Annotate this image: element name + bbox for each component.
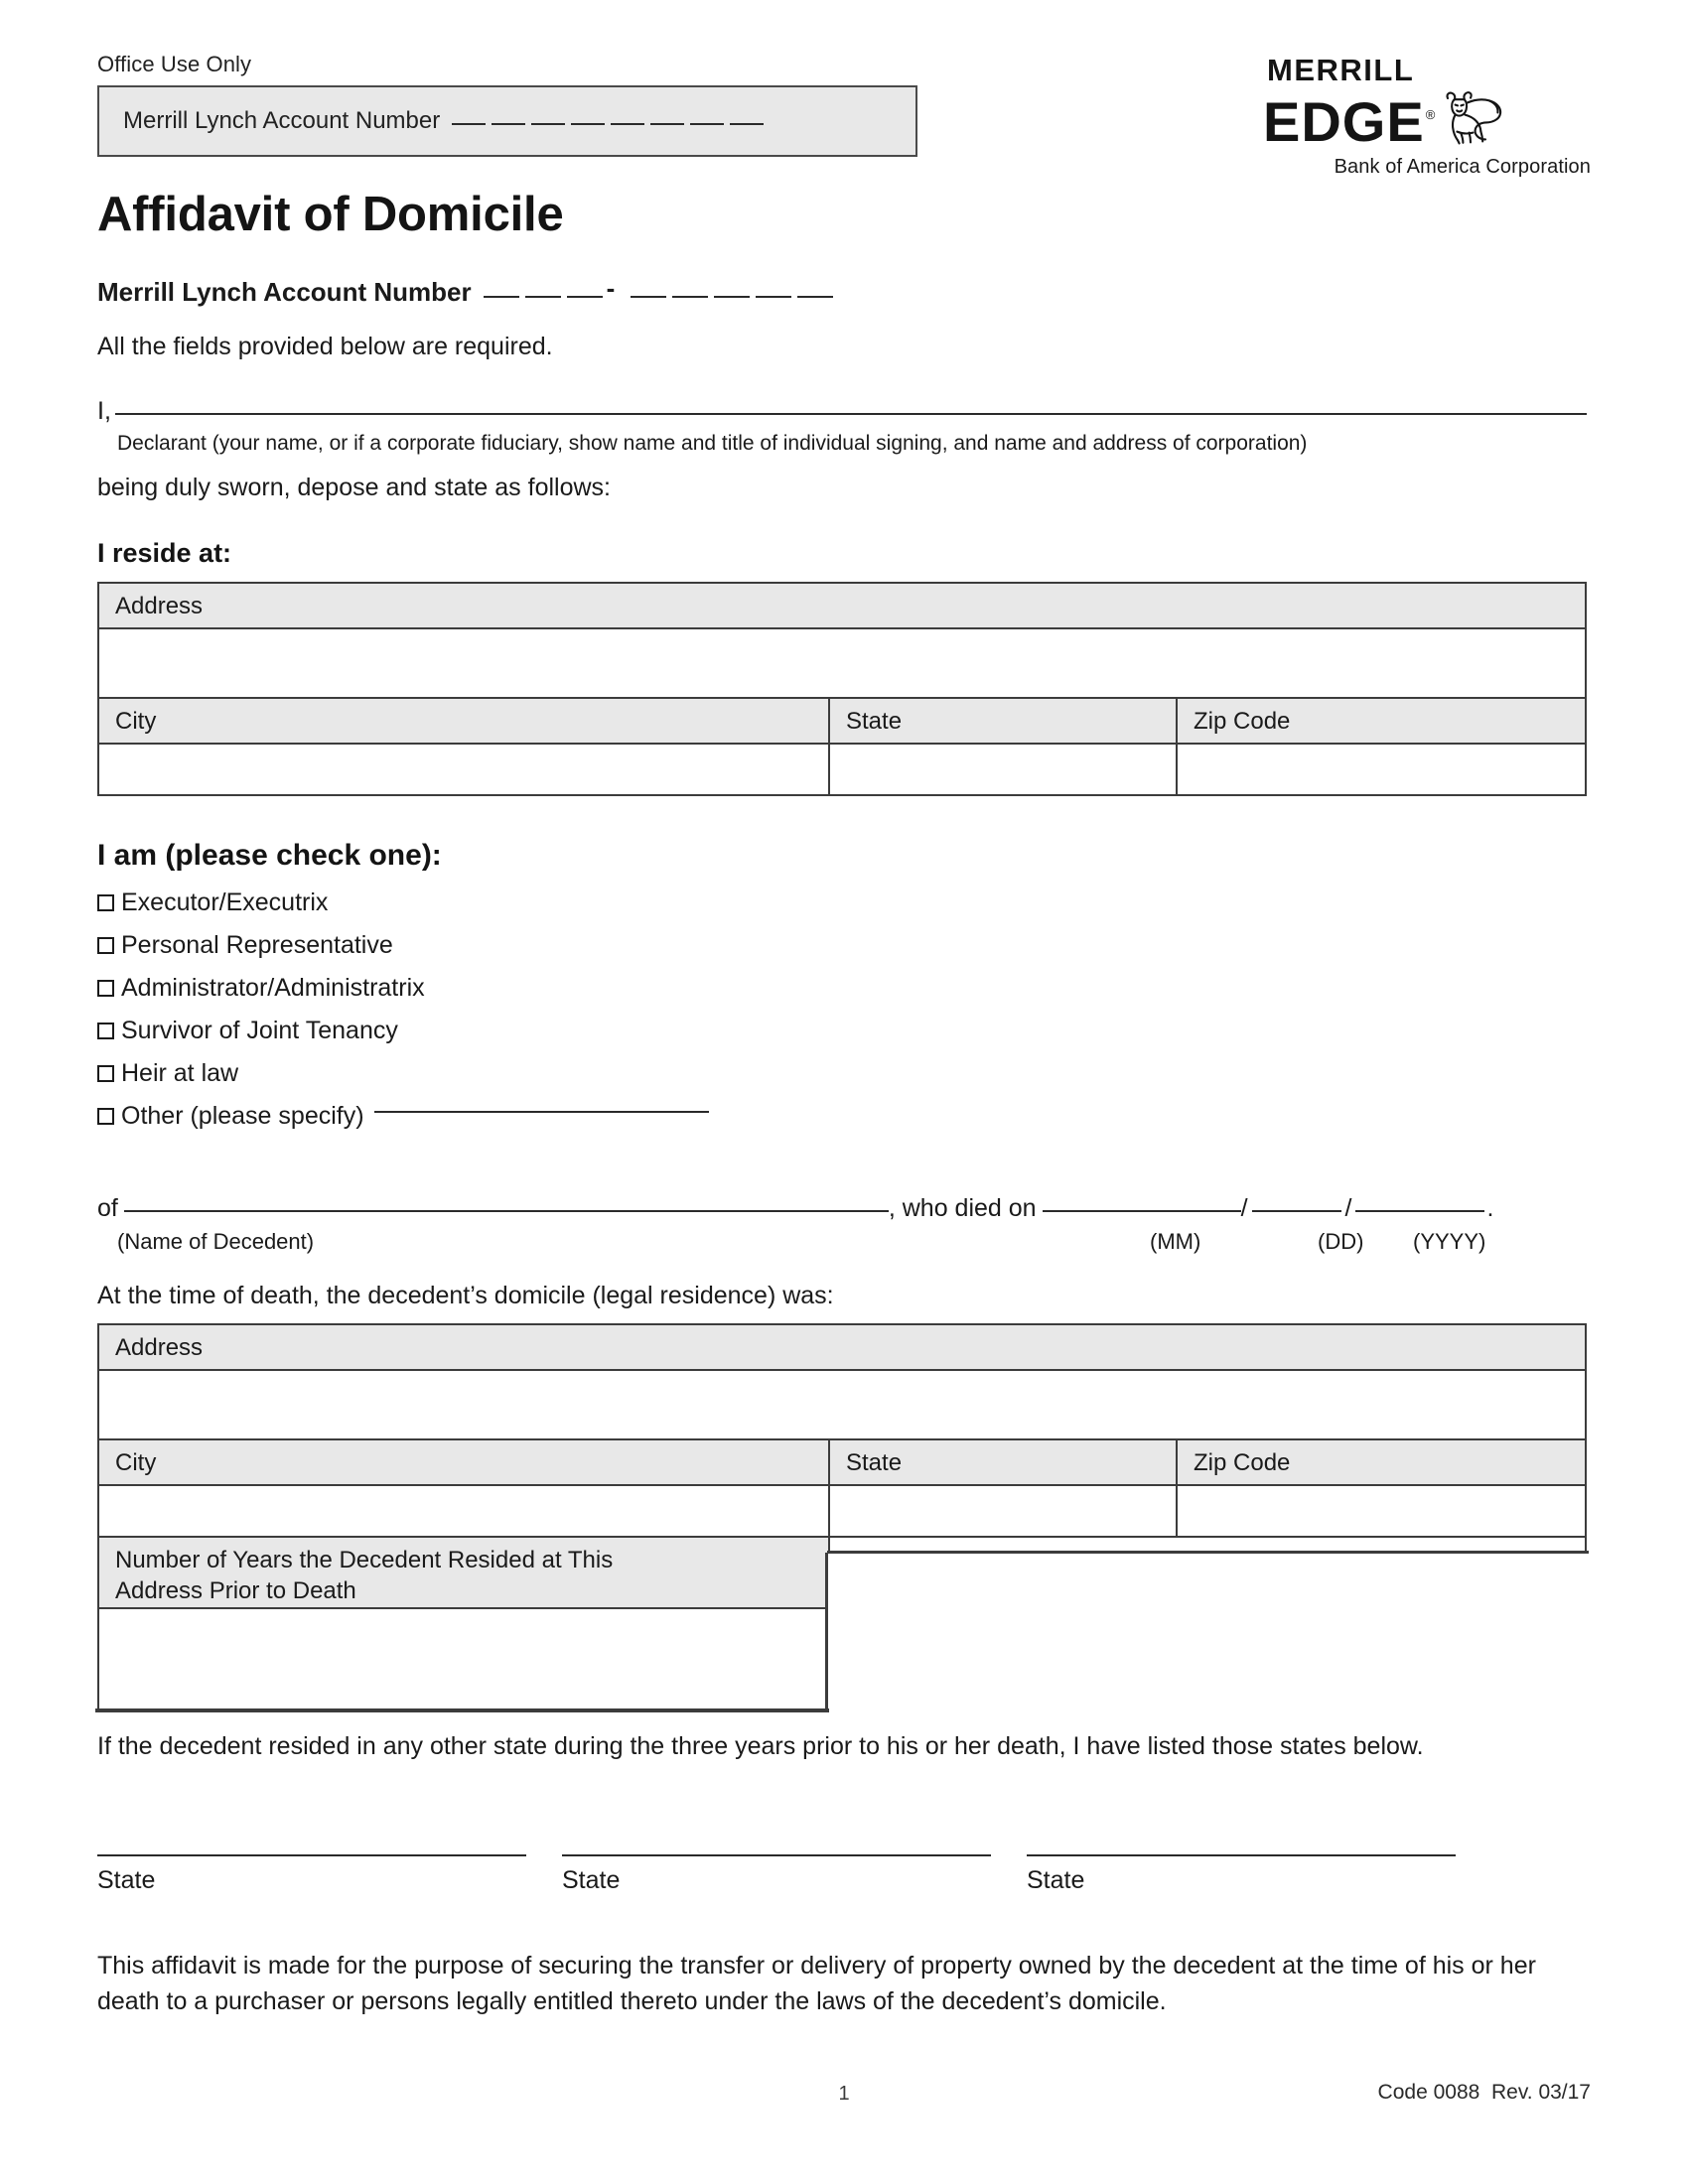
checkbox-option-heir-at-law[interactable]: [97, 1059, 238, 1088]
date-slash-1: /: [1240, 1194, 1248, 1222]
state-input-3[interactable]: [1027, 1854, 1456, 1856]
account-number-separator: -: [606, 273, 616, 303]
blank-digit[interactable]: [484, 296, 519, 298]
account-number-field[interactable]: [97, 273, 833, 308]
form-revision: Rev. 03/17: [1490, 2081, 1591, 2104]
blank-digit[interactable]: [492, 123, 525, 125]
other-specify-input[interactable]: [374, 1111, 709, 1113]
checkbox-option-executor[interactable]: [97, 888, 328, 917]
blank-digit[interactable]: [611, 123, 644, 125]
form-code: Code 0088: [1377, 2081, 1480, 2104]
state-input-2[interactable]: [562, 1854, 991, 1856]
reside-city-header: City: [115, 708, 157, 735]
death-year-note: (YYYY): [1413, 1229, 1486, 1254]
reside-address-header: Address: [99, 584, 1585, 629]
blank-digit[interactable]: [730, 123, 764, 125]
domicile-table-bottom-right-border: [827, 1551, 1589, 1554]
death-day-note: (DD): [1318, 1229, 1364, 1254]
checkbox-label: Executor/Executrix: [121, 888, 329, 916]
checkbox-icon[interactable]: [97, 937, 114, 954]
page-title: Affidavit of Domicile: [97, 188, 564, 241]
declarant-name-input[interactable]: [115, 413, 1587, 415]
checkbox-option-administrator[interactable]: [97, 974, 425, 1003]
checkbox-icon[interactable]: [97, 1065, 114, 1082]
other-state-field-3[interactable]: [1027, 1854, 1456, 1895]
office-account-number-blanks[interactable]: [446, 126, 764, 128]
office-use-account-box[interactable]: [97, 85, 917, 157]
death-day-input[interactable]: [1252, 1210, 1341, 1212]
years-table-bottom-border: [95, 1708, 829, 1712]
decedent-name-input[interactable]: [124, 1210, 889, 1212]
purpose-paragraph: This affidavit is made for the purpose of securing the transfer or delivery of property owned by the decedent at the time of his or her death to a purchaser or persons legally entitled thereto under the laws of the decedent’s domicile.: [97, 1952, 1536, 2015]
required-fields-note: All the fields provided below are required.: [97, 333, 553, 360]
other-state-field-2[interactable]: [562, 1854, 991, 1895]
other-states-intro: If the decedent resided in any other state during the three years prior to his or her death, I have listed those states below.: [97, 1732, 1424, 1760]
logo-merrill-text: MERRILL: [1267, 53, 1415, 87]
domicile-state-header: State: [828, 1440, 1176, 1484]
years-resided-header-line1: Number of Years the Decedent Resided at This: [115, 1547, 614, 1573]
blank-digit[interactable]: [797, 296, 833, 298]
decedent-name-and-death-date-row[interactable]: [97, 1194, 1587, 1223]
death-year-input[interactable]: [1355, 1210, 1484, 1212]
domicile-city-input[interactable]: [99, 1486, 828, 1536]
checkbox-option-personal-representative[interactable]: [97, 931, 393, 960]
blank-digit[interactable]: [756, 296, 791, 298]
years-resided-input[interactable]: [99, 1609, 828, 1663]
checkbox-option-survivor-joint-tenancy[interactable]: [97, 1017, 398, 1045]
office-account-number-label: Merrill Lynch Account Number: [123, 107, 441, 134]
table-cutout-mask: [827, 1553, 1589, 1712]
checkbox-option-other[interactable]: [97, 1102, 709, 1131]
checkbox-label: Heir at law: [121, 1059, 239, 1087]
checkbox-label: Administrator/Administratrix: [121, 974, 425, 1002]
blank-digit[interactable]: [531, 123, 565, 125]
form-code-revision: [1378, 2081, 1591, 2105]
blank-digit[interactable]: [714, 296, 750, 298]
date-slash-2: /: [1344, 1194, 1352, 1222]
logo-subtitle: Bank of America Corporation: [1334, 156, 1591, 178]
checkbox-label: Survivor of Joint Tenancy: [121, 1017, 398, 1044]
blank-digit[interactable]: [631, 296, 666, 298]
state-label-1: State: [97, 1866, 156, 1894]
registered-trademark-icon: ®: [1425, 107, 1436, 122]
sworn-statement-text: being duly sworn, depose and state as follows:: [97, 474, 611, 501]
checkbox-label: Other (please specify): [121, 1102, 364, 1130]
declarant-instruction: Declarant (your name, or if a corporate fiduciary, show name and title of individual signing, and name and address of corporation): [117, 432, 1308, 455]
declarant-name-field[interactable]: [97, 397, 1587, 426]
death-month-note: (MM): [1150, 1229, 1201, 1254]
domicile-city-header: City: [115, 1449, 157, 1476]
state-label-2: State: [562, 1866, 621, 1894]
account-number-group-1[interactable]: [478, 299, 603, 301]
sentence-period: .: [1486, 1194, 1494, 1222]
reside-address-table: [97, 582, 1587, 796]
checkbox-label: Personal Representative: [121, 931, 393, 959]
domicile-zip-input[interactable]: [1176, 1486, 1585, 1536]
bull-icon: [1442, 89, 1507, 150]
years-table-right-border: [825, 1553, 828, 1711]
declarant-prefix: I,: [97, 397, 111, 425]
death-month-input[interactable]: [1043, 1210, 1241, 1212]
reside-state-header: State: [828, 699, 1176, 743]
blank-digit[interactable]: [571, 123, 605, 125]
merrill-edge-logo: [1263, 55, 1591, 179]
reside-heading: I reside at:: [97, 538, 232, 568]
office-use-only-label: Office Use Only: [97, 52, 252, 76]
domicile-address-input[interactable]: [99, 1371, 1585, 1438]
role-heading: I am (please check one):: [97, 839, 442, 872]
of-prefix: of: [97, 1194, 118, 1222]
blank-digit[interactable]: [567, 296, 603, 298]
years-resided-header-line2: Address Prior to Death: [115, 1576, 356, 1604]
account-number-group-2[interactable]: [625, 299, 833, 301]
decedent-name-note: (Name of Decedent): [117, 1229, 315, 1254]
logo-edge-text: EDGE: [1263, 90, 1425, 154]
years-resided-header: [99, 1538, 828, 1607]
blank-digit[interactable]: [452, 123, 486, 125]
office-account-number-field[interactable]: [123, 107, 764, 135]
other-state-field-1[interactable]: [97, 1854, 526, 1895]
checkbox-icon[interactable]: [97, 1108, 114, 1125]
page-number: 1: [838, 2083, 850, 2105]
reside-zip-header: Zip Code: [1176, 699, 1585, 743]
account-number-label: Merrill Lynch Account Number: [97, 277, 472, 307]
blank-digit[interactable]: [525, 296, 561, 298]
blank-digit[interactable]: [690, 123, 724, 125]
domicile-address-header: Address: [99, 1325, 1585, 1371]
checkbox-icon[interactable]: [97, 1023, 114, 1039]
domicile-heading: At the time of death, the decedent’s domicile (legal residence) was:: [97, 1282, 834, 1309]
reside-zip-input[interactable]: [1176, 745, 1585, 794]
state-label-3: State: [1027, 1866, 1085, 1894]
reside-state-input[interactable]: [828, 745, 1176, 794]
reside-city-input[interactable]: [99, 745, 828, 794]
who-died-on-text: , who died on: [888, 1194, 1037, 1222]
domicile-state-input[interactable]: [828, 1486, 1176, 1536]
blank-digit[interactable]: [672, 296, 708, 298]
state-input-1[interactable]: [97, 1854, 526, 1856]
blank-digit[interactable]: [650, 123, 684, 125]
domicile-zip-header: Zip Code: [1176, 1440, 1585, 1484]
reside-address-input[interactable]: [99, 629, 1585, 697]
checkbox-icon[interactable]: [97, 894, 114, 911]
checkbox-icon[interactable]: [97, 980, 114, 997]
